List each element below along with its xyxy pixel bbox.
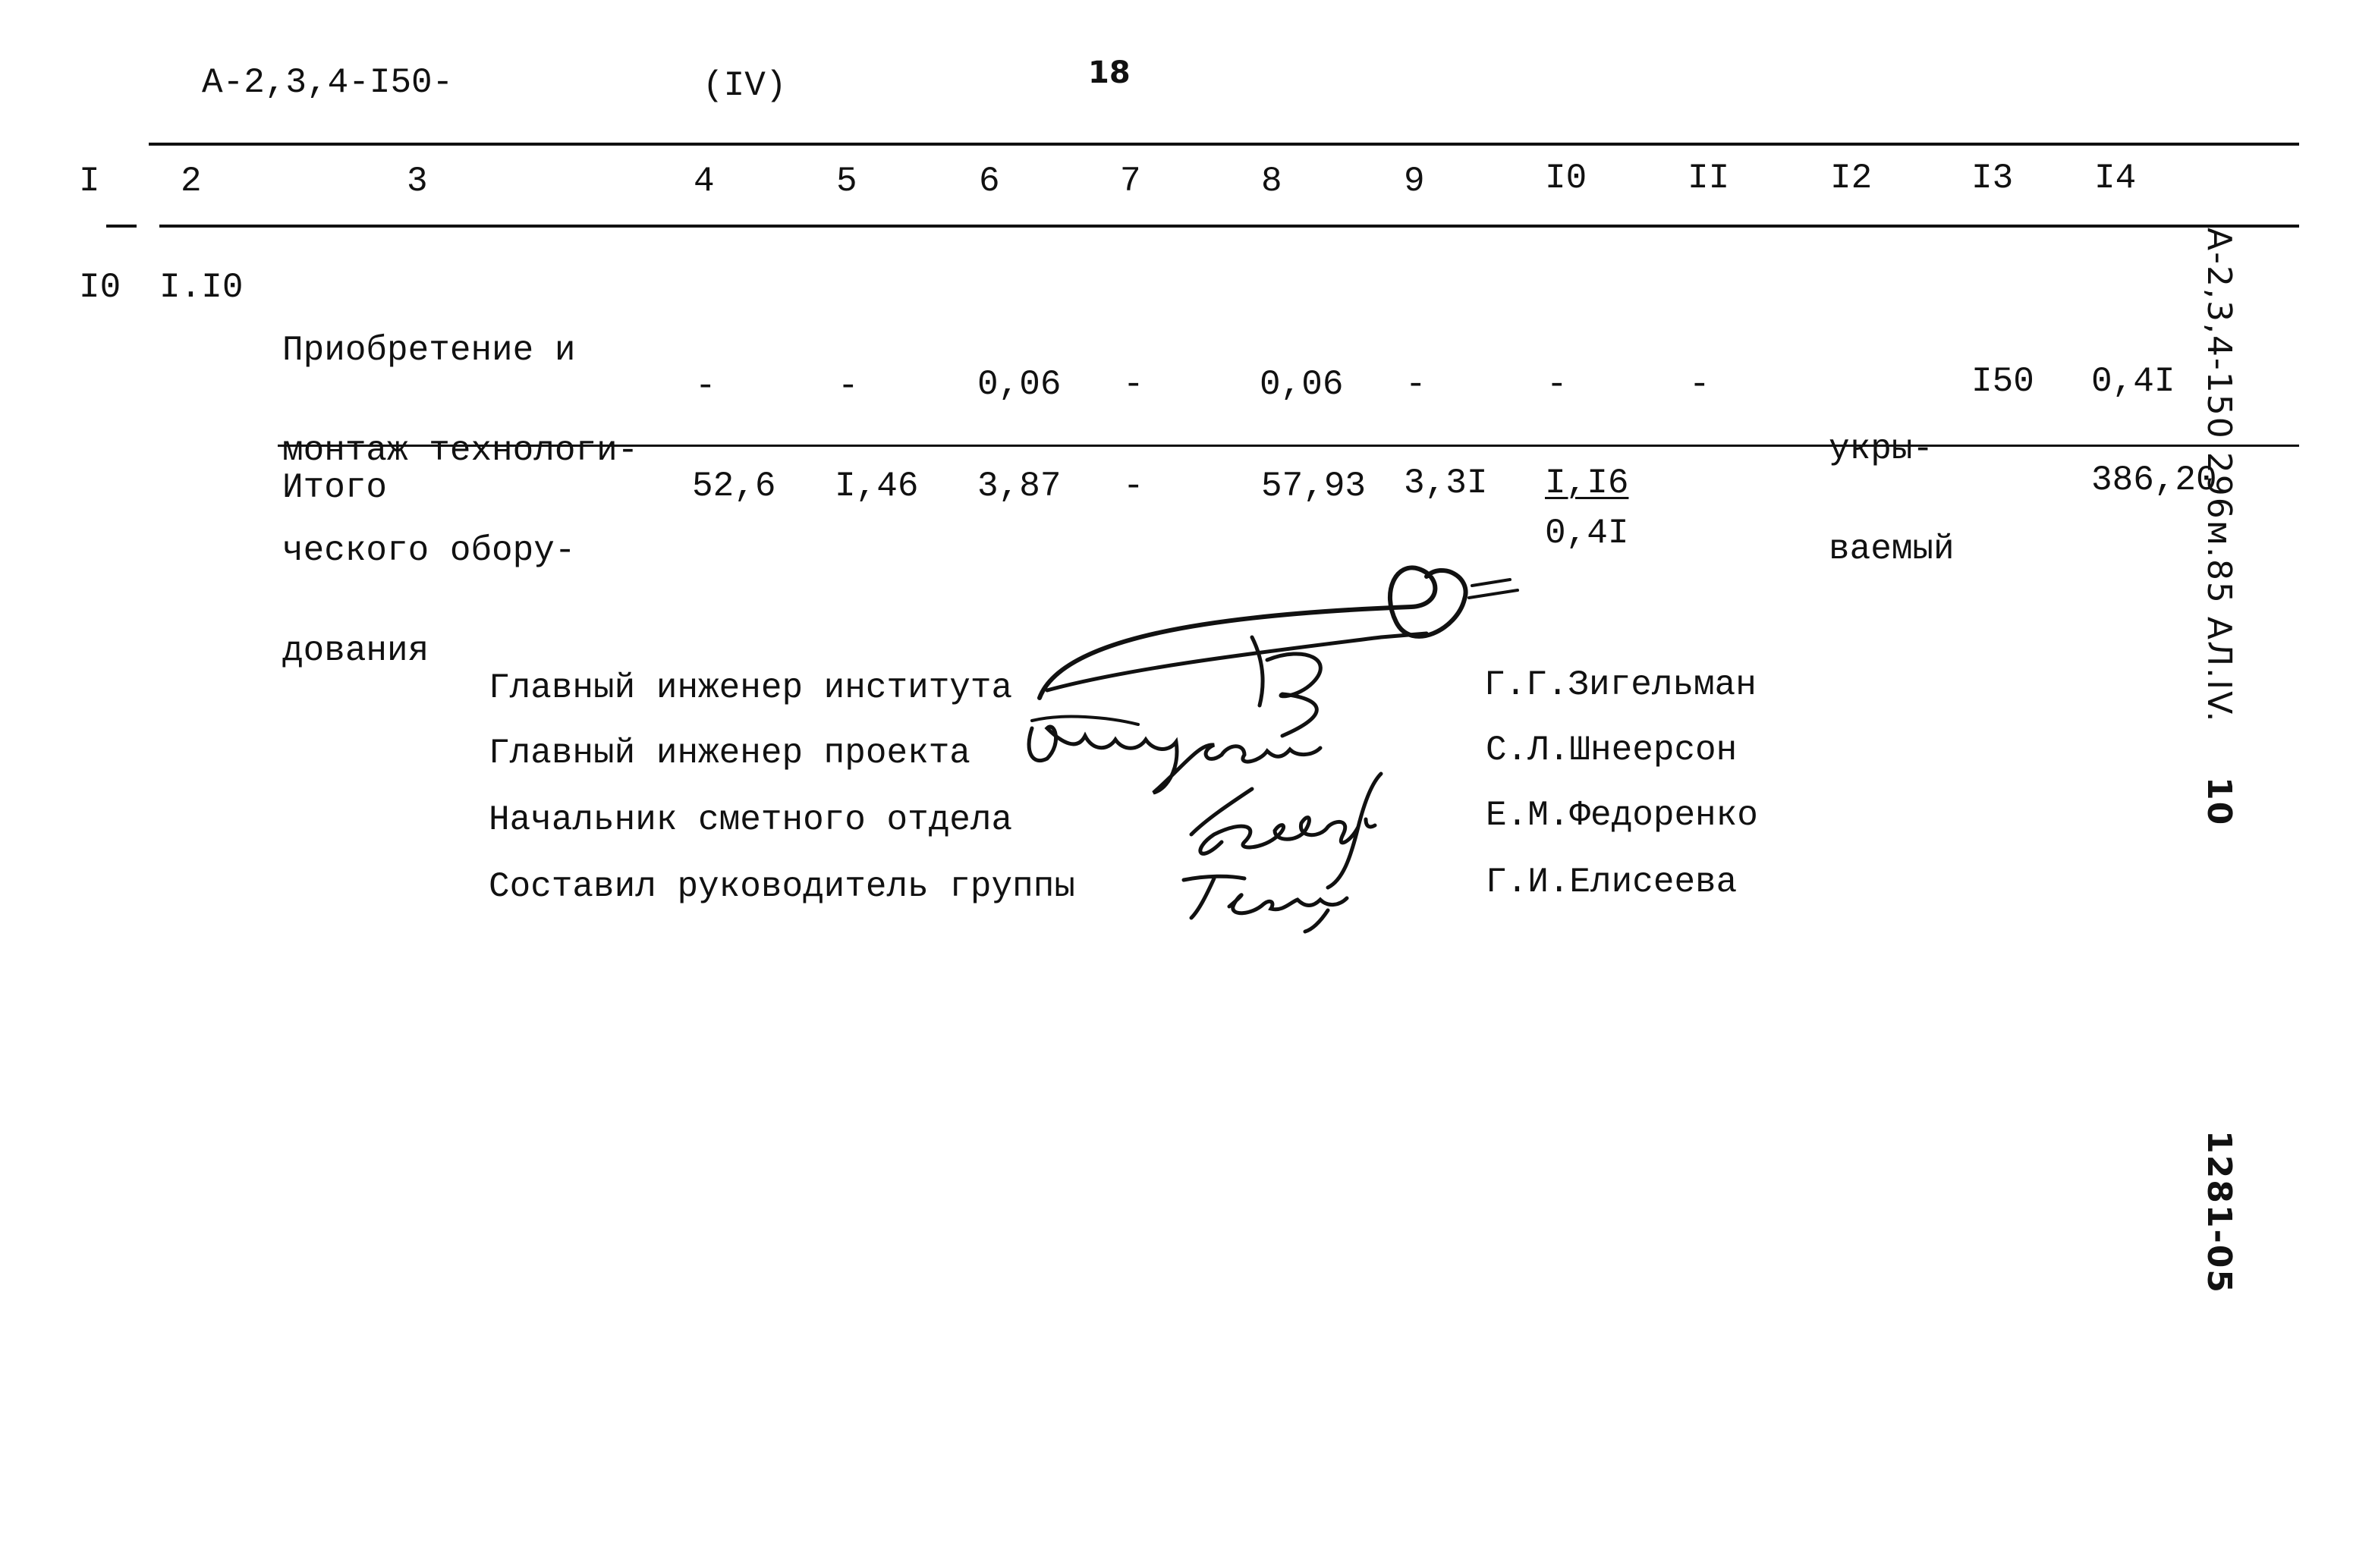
signatory-name: Е.М.Федоренко — [1486, 796, 1758, 835]
row-description-line: дования — [282, 631, 429, 671]
signatory-role: Составил руководитель группы — [489, 867, 1075, 907]
signatory-name: С.Л.Шнеерсон — [1486, 731, 1738, 770]
column-number: II — [1688, 159, 1730, 198]
column-number: 3 — [407, 162, 428, 201]
column-number: 4 — [694, 162, 715, 201]
page-number: 18 — [1088, 55, 1131, 90]
signatory-role: Начальник сметного отдела — [489, 800, 1013, 840]
column-number: 5 — [836, 162, 857, 201]
column-number: 8 — [1261, 162, 1282, 201]
total-cell-7: - — [1123, 467, 1144, 506]
column-number: I4 — [2094, 159, 2137, 198]
column-number: I — [79, 162, 100, 201]
table-top-rule — [149, 143, 2299, 146]
total-cell-5: I,46 — [835, 467, 919, 506]
signatory-name: Г.И.Елисеева — [1486, 863, 1738, 902]
side-sheet-number: 10 — [2200, 777, 2238, 827]
column-number: I3 — [1971, 159, 2014, 198]
document-code: А-2,3,4-I50- — [202, 63, 454, 102]
column-number: 7 — [1120, 162, 1141, 201]
total-cell-10-top: I,I6 — [1545, 463, 1629, 503]
column-number: I0 — [1545, 159, 1587, 198]
signatory-role: Главный инженер института — [489, 668, 1013, 708]
row-description-line: монтаж технологи- — [282, 431, 639, 470]
row-number: I0 — [79, 268, 121, 307]
column-number: 2 — [181, 162, 202, 201]
row-cell-4: - — [695, 366, 716, 406]
row-cell-5: - — [838, 366, 859, 406]
total-label: Итого — [282, 468, 388, 507]
signature-eliseeva — [1176, 865, 1358, 933]
column-number: 9 — [1404, 162, 1425, 201]
total-cell-10-bottom: 0,4I — [1545, 514, 1629, 553]
total-cell-8: 57,93 — [1261, 467, 1367, 506]
row-cell-9: - — [1405, 365, 1427, 404]
column-number: I2 — [1830, 159, 1873, 198]
row-cell-10: - — [1546, 365, 1568, 404]
total-cell-14: 386,20 — [2091, 460, 2217, 500]
total-cell-4: 52,6 — [692, 467, 776, 506]
row-cell-12-line: ваемый — [1829, 529, 1955, 569]
header-bottom-rule — [76, 225, 2299, 228]
side-stamp: А-2,3,4-150 296м.85 АЛ.IV. — [2200, 228, 2238, 724]
column-number: 6 — [979, 162, 1000, 201]
row-cell-8: 0,06 — [1260, 365, 1344, 404]
row-code: I.I0 — [159, 268, 244, 307]
row-cell-13: I50 — [1971, 362, 2034, 401]
row-description-line: Приобретение и — [282, 331, 576, 370]
row-cell-12 — [1829, 366, 1955, 633]
signatory-role: Главный инженер проекта — [489, 734, 970, 773]
row-description-line: ческого обору- — [282, 531, 576, 570]
document-part: (IV) — [703, 66, 787, 105]
side-inventory-number: 1281-05 — [2200, 1130, 2238, 1294]
total-cell-6: 3,87 — [977, 467, 1062, 506]
total-cell-9: 3,3I — [1404, 463, 1488, 503]
row-cell-7: - — [1123, 365, 1144, 404]
signatory-name: Г.Г.Зигельман — [1484, 665, 1757, 705]
row-cell-12-line: укры- — [1829, 429, 1934, 469]
row-cell-6: 0,06 — [977, 365, 1062, 404]
row-cell-11: - — [1689, 365, 1710, 404]
row-cell-14: 0,4I — [2091, 362, 2175, 401]
